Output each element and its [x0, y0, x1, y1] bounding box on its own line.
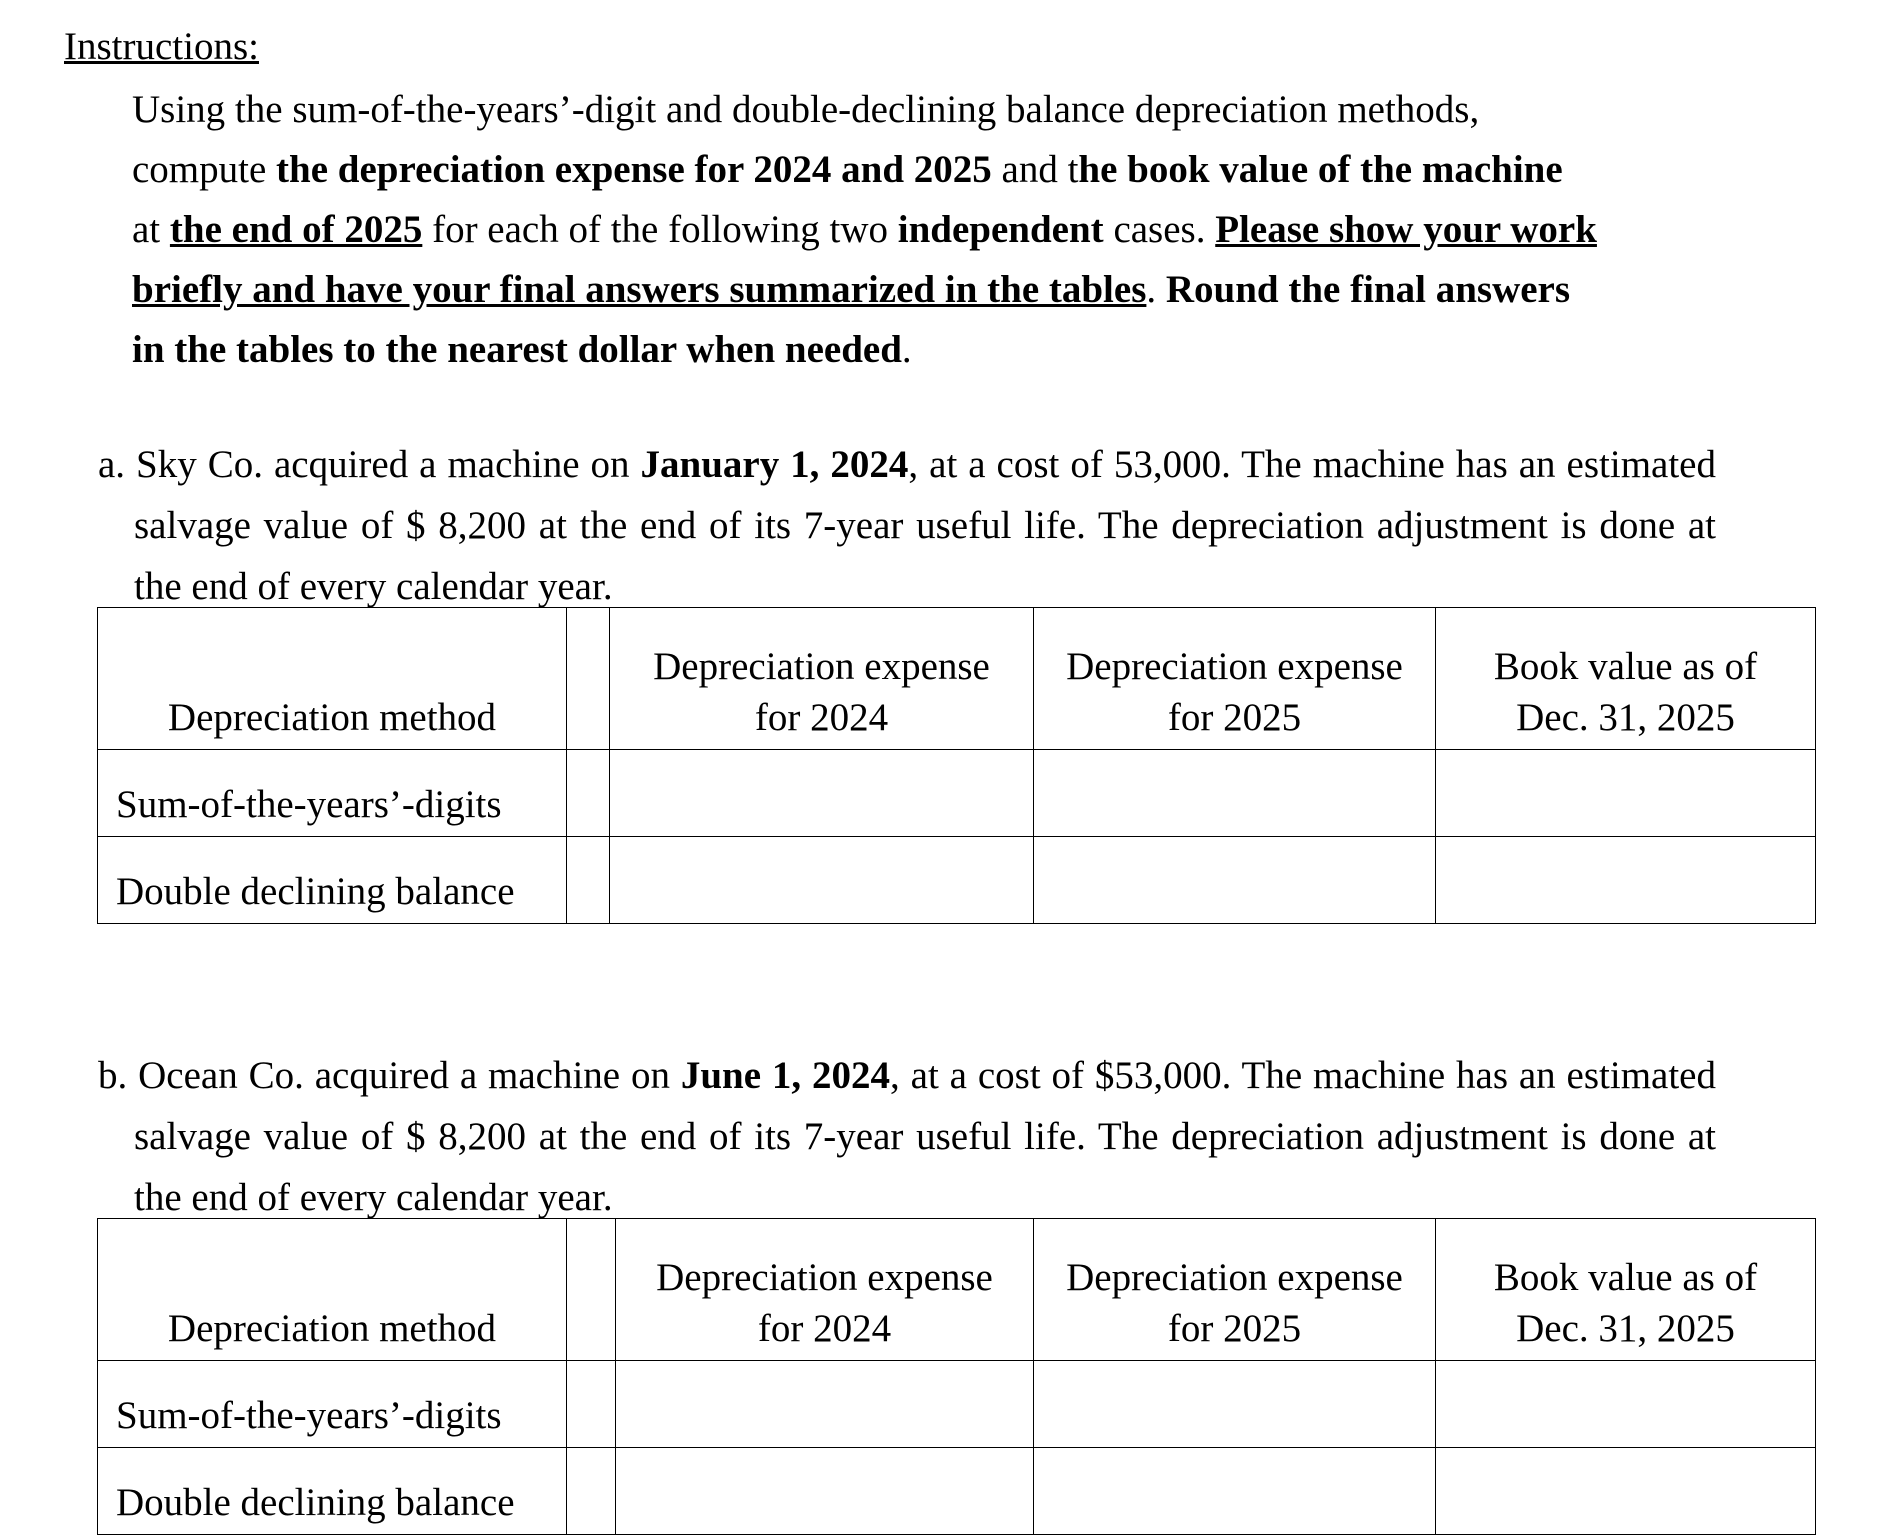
header-depreciation-method: Depreciation method [98, 608, 567, 750]
instructions-line-1: Using the sum-of-the-years’-digit and double-declining balance depreciation methods, [132, 88, 1480, 131]
spacer-cell [567, 1219, 616, 1361]
row-label-ddb: Double declining balance [98, 837, 567, 924]
instructions-line-2: compute the depreciation expense for 2024 and 2025 and the book value of the machine [132, 148, 1563, 191]
answer-cell-ddb-book-value[interactable] [1436, 837, 1816, 924]
table-header-row [98, 608, 1816, 750]
answer-cell-syd-book-value[interactable] [1436, 1361, 1816, 1448]
row-label-syd: Sum-of-the-years’-digits [98, 750, 567, 837]
answer-cell-ddb-2025[interactable] [1034, 837, 1436, 924]
spacer-cell [567, 1361, 616, 1448]
instructions-line-3: at the end of 2025 for each of the following two independent cases. Please show your work [132, 208, 1597, 251]
header-book-value: Book value as of Dec. 31, 2025 [1436, 608, 1816, 750]
instructions-line-5: in the tables to the nearest dollar when needed. [132, 328, 912, 371]
spacer-cell [567, 1448, 616, 1535]
answer-cell-syd-book-value[interactable] [1436, 750, 1816, 837]
row-label-ddb: Double declining balance [98, 1448, 567, 1535]
case-b-description: b. Ocean Co. acquired a machine on June 1, 2024, at a cost of $53,000. The machine has an estimated salvage value of $ 8,200 at the end of its 7-year useful life. The depreciation adjustment is done at the end of every calendar year. [98, 1054, 1716, 1219]
table-row [98, 837, 1816, 924]
header-depreciation-2025: Depreciation expense for 2025 [1034, 608, 1436, 750]
case-a-answer-table [97, 607, 1816, 924]
header-book-value: Book value as of Dec. 31, 2025 [1436, 1219, 1816, 1361]
row-label-syd: Sum-of-the-years’-digits [98, 1361, 567, 1448]
answer-cell-syd-2025[interactable] [1034, 750, 1436, 837]
case-b-answer-table [97, 1218, 1816, 1535]
answer-cell-syd-2025[interactable] [1034, 1361, 1436, 1448]
header-depreciation-method: Depreciation method [98, 1219, 567, 1361]
instructions-text [132, 80, 1692, 380]
header-depreciation-2025: Depreciation expense for 2025 [1034, 1219, 1436, 1361]
instructions-line-4: briefly and have your final answers summarized in the tables. Round the final answers [132, 268, 1571, 311]
table-row [98, 750, 1816, 837]
header-depreciation-2024: Depreciation expense for 2024 [616, 1219, 1034, 1361]
table-row [98, 1361, 1816, 1448]
answer-cell-ddb-book-value[interactable] [1436, 1448, 1816, 1535]
answer-cell-ddb-2024[interactable] [610, 837, 1034, 924]
table-header-row [98, 1219, 1816, 1361]
table-row [98, 1448, 1816, 1535]
spacer-cell [567, 837, 610, 924]
spacer-cell [567, 750, 610, 837]
header-depreciation-2024: Depreciation expense for 2024 [610, 608, 1034, 750]
case-a-description: a. Sky Co. acquired a machine on January 1, 2024, at a cost of 53,000. The machine has an estimated salvage value of $ 8,200 at the end of its 7-year useful life. The depreciation adjustment is done at the end of every calendar year. [98, 443, 1716, 608]
answer-cell-syd-2024[interactable] [610, 750, 1034, 837]
answer-cell-ddb-2025[interactable] [1034, 1448, 1436, 1535]
answer-cell-syd-2024[interactable] [616, 1361, 1034, 1448]
instructions-heading: Instructions: [64, 25, 259, 68]
spacer-cell [567, 608, 610, 750]
answer-cell-ddb-2024[interactable] [616, 1448, 1034, 1535]
